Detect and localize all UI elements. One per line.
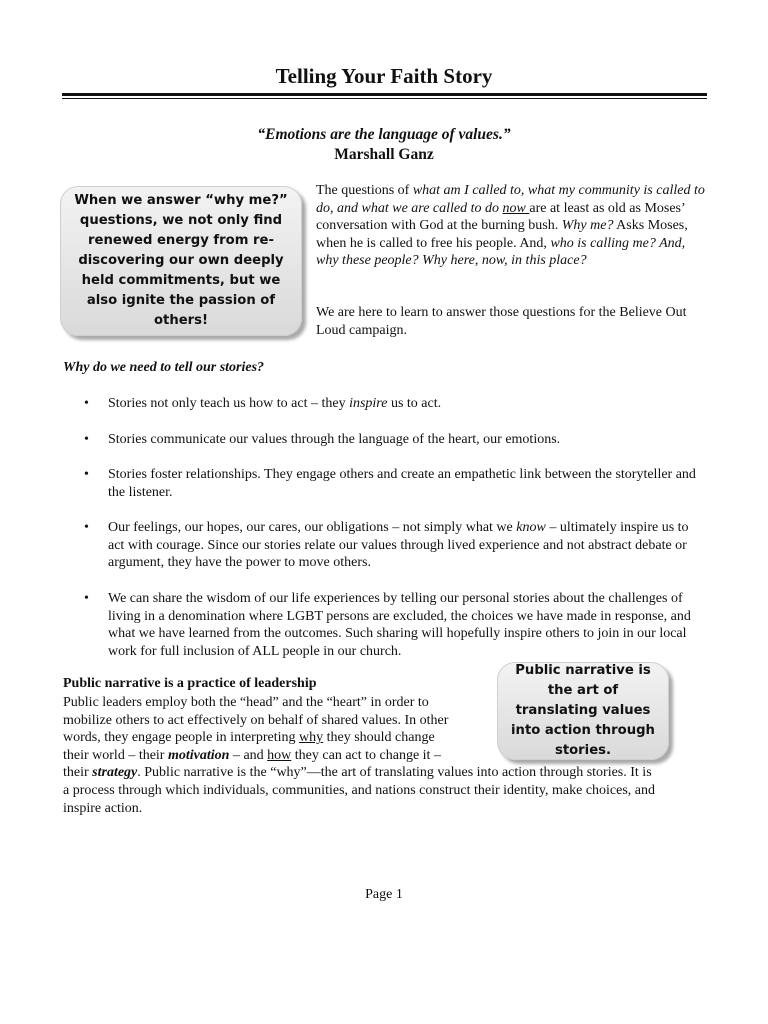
epigraph-author: Marshall Ganz — [334, 146, 434, 163]
bullet-italic: know — [516, 520, 546, 535]
callout-public-narrative-text: Public narrative is the art of translating values into action through stories. — [511, 663, 655, 758]
page-number: Page 1 — [365, 887, 403, 902]
public-line-6: a process through which individuals, communities, and nations construct their identity, make choices, and — [63, 783, 656, 798]
callout-why-me — [60, 186, 302, 336]
intro-italic: what am I called to, what my community is called to do, and what we are called to do — [316, 183, 705, 216]
bullet-icon: • — [84, 467, 89, 482]
bullet-item-2: Stories communicate our values through the language of the heart, our emotions. — [108, 432, 561, 447]
public-underline-how: how — [267, 747, 292, 763]
bullet-text: – ultimately inspire us to act with courage. Since our stories relate our values through lived experience and not abstract debate or argument, they have the power to move others. — [108, 520, 689, 571]
public-line-4 — [63, 747, 441, 765]
why-heading: Why do we need to tell our stories? — [63, 360, 265, 375]
bullet-item-4 — [108, 519, 708, 572]
public-text: . Public narrative is the “why”—the art of translating values into action through stories. It is — [137, 765, 652, 781]
public-text: they can act to change it – — [291, 747, 441, 763]
bullet-icon: • — [84, 520, 89, 535]
intro-text: are at least as old as Moses’ conversation with God at the burning bush. — [316, 200, 685, 234]
public-bold-strategy: strategy — [92, 765, 138, 781]
public-text: they should change — [323, 730, 435, 746]
bullet-icon: • — [84, 591, 89, 606]
public-text: their — [63, 765, 93, 781]
public-line-1: Public leaders employ both the “head” and the “heart” in order to — [63, 695, 429, 710]
title-rule-thick — [62, 93, 707, 96]
public-line-5 — [63, 764, 652, 782]
bullet-item-5: We can share the wisdom of our life experiences by telling our personal stories about the challenges of living in a denomination where LGBT persons are excluded, the choices we have made in response, and what we have learned from the outcomes. Such sharing will hopefully inspire others to join in our local work for full inclusion of ALL people in our church. — [108, 591, 691, 659]
callout-why-me-text: When we answer “why me?” questions, we not only find renewed energy from re-discovering our own deeply held commitments, but we also ignite the passion of others! — [74, 193, 288, 328]
bullet-item-3: Stories foster relationships. They engage others and create an empathetic link between the storyteller and the listener. — [108, 467, 696, 500]
intro-italic: Why me? — [561, 218, 614, 234]
bullet-icon: • — [84, 432, 89, 447]
intro-italic: who is calling me? And, why these people? Why here, now, in this place? — [316, 235, 686, 269]
intro-paragraph-1 — [316, 182, 708, 270]
page-title: Telling Your Faith Story — [275, 64, 493, 88]
public-line-2: mobilize others to act effectively on behalf of shared values. In other — [63, 712, 449, 728]
intro-now: now — [502, 200, 530, 216]
title-rule-thin — [62, 98, 707, 99]
public-bold-motivation: motivation — [167, 747, 230, 763]
public-line-3 — [63, 729, 435, 747]
public-line-7: inspire action. — [63, 800, 143, 816]
bullet-icon: • — [84, 396, 89, 411]
public-underline-why: why — [298, 730, 324, 746]
public-text: words, they engage people in interpreting — [63, 730, 299, 746]
bullet-text: us to act. — [387, 396, 442, 411]
bullet-text: Our feelings, our hopes, our cares, our obligations – not simply what we — [108, 520, 517, 535]
bullet-text: Stories not only teach us how to act – they — [108, 396, 350, 411]
bullet-italic: inspire — [349, 396, 388, 411]
public-text: their world – their — [63, 747, 168, 763]
intro-text: Asks Moses, when he is called to free his people. And, — [316, 218, 688, 251]
intro-paragraph-2: We are here to learn to answer those questions for the Believe Out Loud campaign. — [316, 305, 687, 338]
bullet-item-1 — [108, 395, 708, 413]
callout-public-narrative — [497, 662, 669, 760]
public-text: – and — [229, 747, 268, 763]
epigraph-quote: “Emotions are the language of values.” — [257, 126, 511, 143]
public-narrative-heading: Public narrative is a practice of leadership — [63, 676, 317, 691]
intro-text: The questions of — [316, 183, 413, 198]
